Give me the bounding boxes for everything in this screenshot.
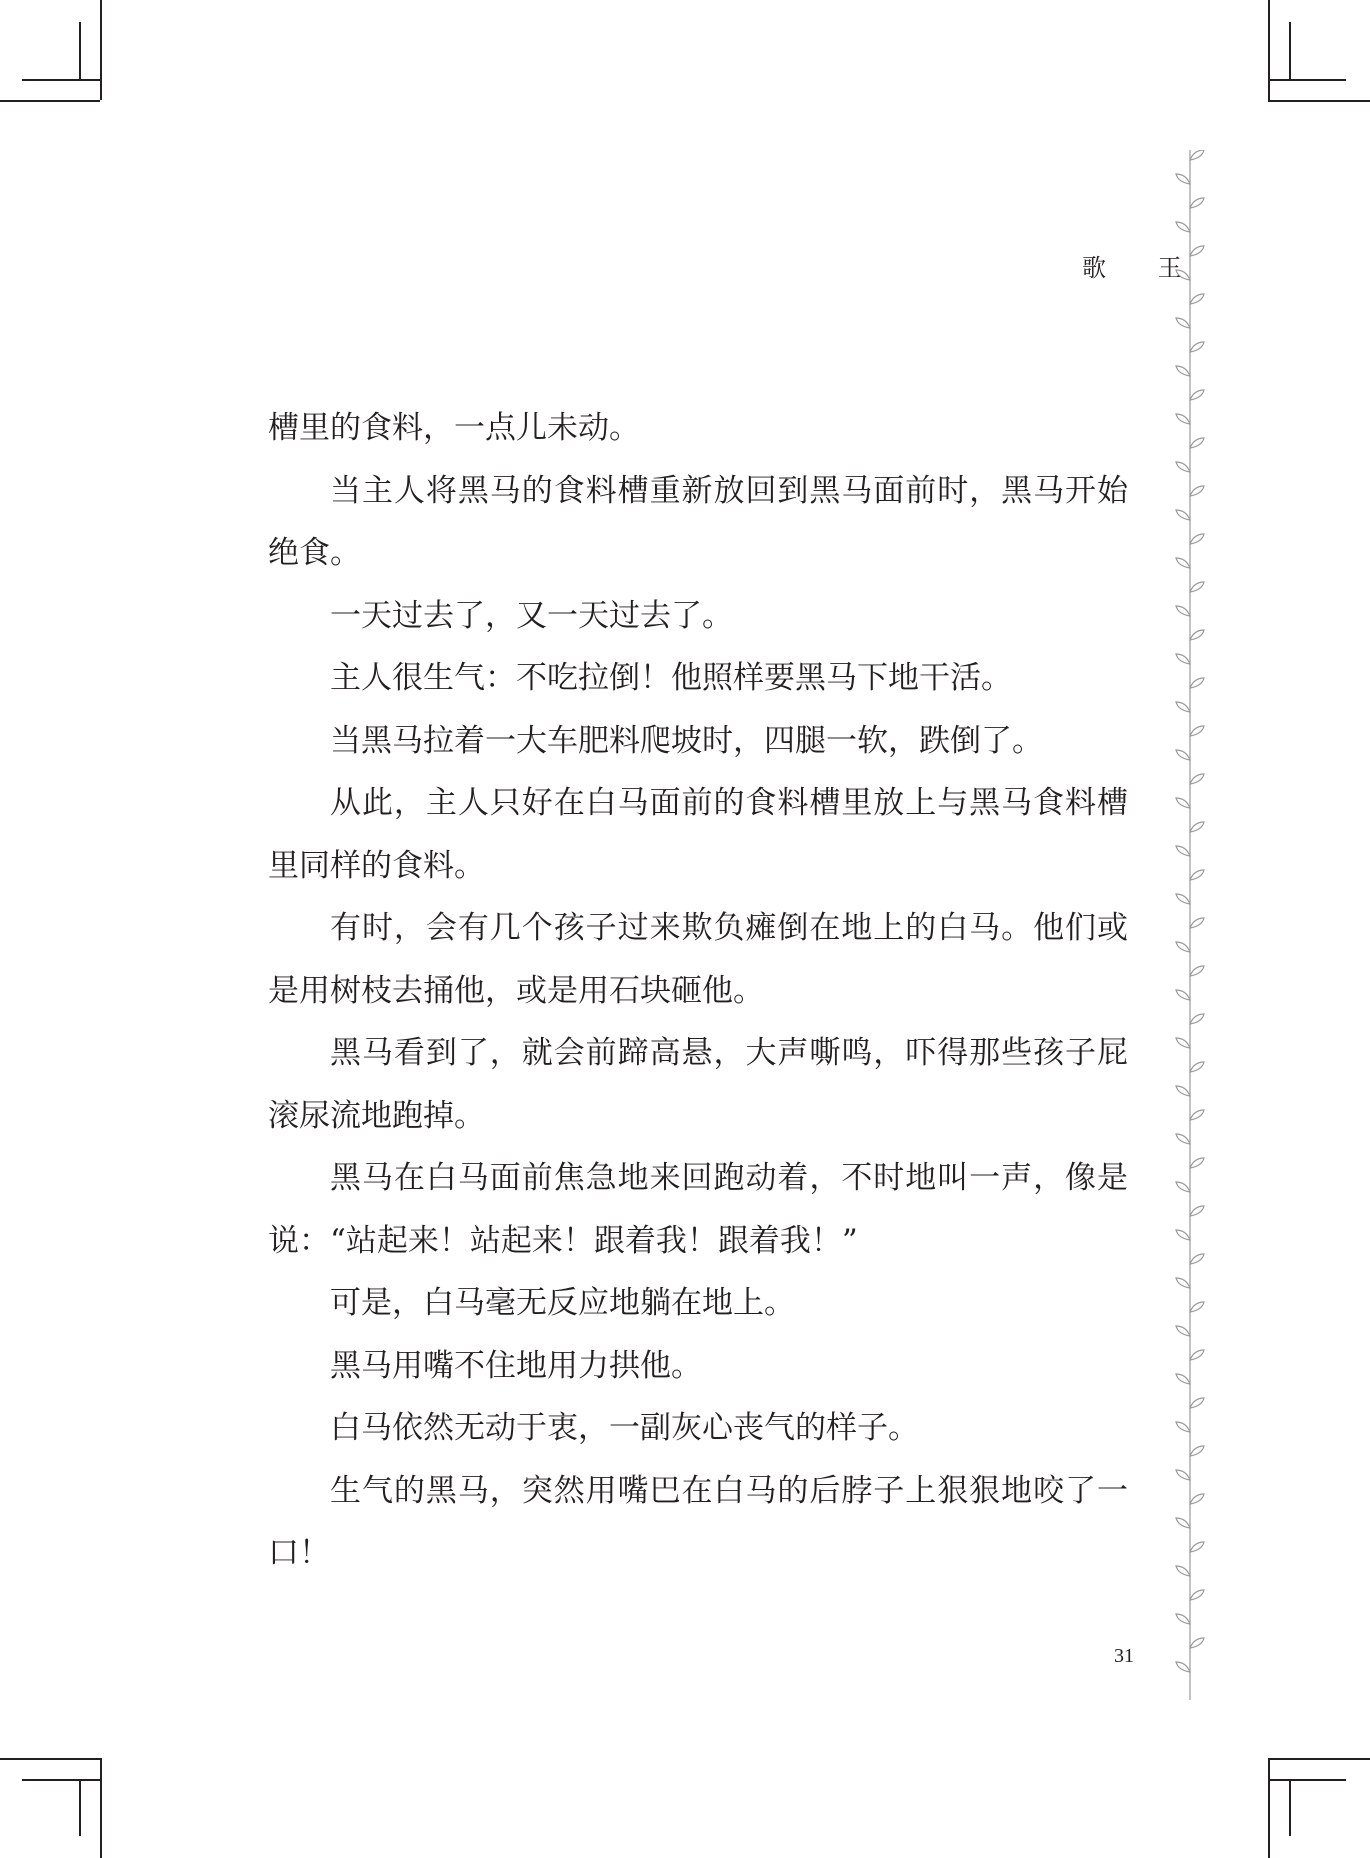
vine-leaf (1176, 270, 1190, 280)
crop-mark-bottom-right-vertical (1268, 1758, 1270, 1858)
vine-leaf (1190, 870, 1204, 880)
vine-leaf (1176, 1230, 1190, 1240)
vine-leaf (1176, 318, 1190, 328)
vine-leaf (1190, 966, 1204, 976)
vine-leaf (1176, 1422, 1190, 1432)
paragraph: 从此，主人只好在白马面前的食料槽里放上与黑马食料槽里同样的食料。 (268, 785, 1128, 884)
crop-mark-top-left-vertical (100, 0, 102, 100)
paragraph: 主人很生气：不吃拉倒！他照样要黑马下地干活。 (330, 660, 1012, 696)
vine-leaf (1190, 726, 1204, 736)
vine-leaf (1190, 246, 1204, 256)
paragraph: 一天过去了，又一天过去了。 (330, 597, 733, 634)
vine-leaf (1176, 654, 1190, 664)
vine-leaf (1190, 1110, 1204, 1120)
leaf-vine-icon (1170, 150, 1210, 1700)
vine-leaf (1190, 1014, 1204, 1024)
vine-leaf (1176, 510, 1190, 520)
vine-leaf (1176, 990, 1190, 1000)
vine-leaf (1190, 534, 1204, 544)
paragraph: 有时，会有几个孩子过来欺负瘫倒在地上的白马。他们或是用树枝去捅他，或是用石块砸他。 (268, 910, 1128, 1009)
vine-leaf (1176, 558, 1190, 568)
paragraph: 黑马用嘴不住地用力拱他。 (330, 1347, 702, 1384)
vine-leaf (1176, 1470, 1190, 1480)
vine-leaf (1190, 150, 1204, 160)
vine-leaf (1176, 1662, 1190, 1672)
paragraph: 黑马看到了，就会前蹄高悬，大声嘶鸣，吓得那些孩子屁滚尿流地跑掉。 (268, 1035, 1128, 1134)
vine-leaf (1176, 1614, 1190, 1624)
vine-leaf (1190, 1494, 1204, 1504)
paragraph: 槽里的食料，一点儿未动。 (268, 410, 640, 446)
vine-leaf (1190, 822, 1204, 832)
vine-leaf (1176, 1278, 1190, 1288)
paragraph: 生气的黑马，突然用嘴巴在白马的后脖子上狠狠地咬了一口！ (268, 1472, 1128, 1571)
vine-leaf (1190, 342, 1204, 352)
crop-mark-top-left-horizontal (0, 100, 100, 102)
paragraph: 当主人将黑马的食料槽重新放回到黑马面前时，黑马开始绝食。 (268, 472, 1128, 571)
paragraph: 白马依然无动于衷，一副灰心丧气的样子。 (330, 1410, 919, 1446)
crop-mark-bottom-left-vertical (100, 1758, 102, 1858)
vine-leaf (1176, 606, 1190, 616)
vine-leaf (1190, 1158, 1204, 1168)
vine-leaf (1176, 366, 1190, 376)
vine-leaf (1190, 1590, 1204, 1600)
paragraph: 当黑马拉着一大车肥料爬坡时，四腿一软，跌倒了。 (330, 722, 1043, 759)
vine-leaf (1176, 702, 1190, 712)
vine-leaf (1190, 1254, 1204, 1264)
vine-leaf (1190, 1350, 1204, 1360)
vine-leaf (1190, 918, 1204, 928)
vine-leaf (1176, 462, 1190, 472)
crop-mark-top-right-horizontal (1268, 100, 1370, 102)
vine-leaf (1176, 1134, 1190, 1144)
vine-leaf (1176, 750, 1190, 760)
vine-leaf (1190, 774, 1204, 784)
vine-leaf (1176, 942, 1190, 952)
crop-mark-top-right-vertical (1268, 0, 1270, 100)
paragraph: 可是，白马毫无反应地躺在地上。 (330, 1285, 795, 1321)
vine-leaf (1190, 1638, 1204, 1648)
crop-mark-bottom-right-inner-horizontal (1268, 1779, 1346, 1781)
vine-leaf (1190, 1398, 1204, 1408)
vine-leaf (1176, 1182, 1190, 1192)
vine-leaf (1190, 1206, 1204, 1216)
vine-leaf (1190, 1542, 1204, 1552)
vine-leaf (1176, 222, 1190, 232)
crop-mark-top-right-inner-horizontal (1268, 79, 1346, 81)
crop-mark-top-left-inner-vertical (79, 22, 81, 79)
vine-leaf (1176, 1374, 1190, 1384)
body-text (268, 397, 1128, 1585)
crop-mark-bottom-left-horizontal (0, 1758, 100, 1760)
running-header-title: 歌 王 (1082, 254, 1204, 282)
crop-mark-bottom-right-horizontal (1268, 1758, 1370, 1760)
vine-leaf (1176, 174, 1190, 184)
crop-mark-bottom-right-inner-vertical (1289, 1779, 1291, 1836)
crop-mark-bottom-left-inner-horizontal (22, 1779, 100, 1781)
vine-leaf (1190, 438, 1204, 448)
vine-leaf (1190, 1302, 1204, 1312)
vine-leaf (1176, 1566, 1190, 1576)
vine-leaf (1176, 1038, 1190, 1048)
page-number: 31 (1114, 1645, 1134, 1667)
vine-leaf (1176, 1086, 1190, 1096)
vine-leaf (1190, 486, 1204, 496)
vine-leaf (1190, 1446, 1204, 1456)
crop-mark-bottom-left-inner-vertical (79, 1779, 81, 1836)
vine-leaf (1190, 198, 1204, 208)
vine-leaf (1190, 390, 1204, 400)
crop-mark-top-left-inner-horizontal (22, 79, 100, 81)
vine-leaf (1190, 294, 1204, 304)
paragraph: 黑马在白马面前焦急地来回跑动着，不时地叫一声，像是说：“站起来！站起来！跟着我！跟着我！” (268, 1160, 1128, 1259)
vine-leaf (1176, 414, 1190, 424)
vine-leaf (1190, 630, 1204, 640)
vine-leaf (1176, 1326, 1190, 1336)
crop-mark-top-right-inner-vertical (1289, 22, 1291, 79)
vine-leaf (1176, 846, 1190, 856)
vine-leaf (1176, 894, 1190, 904)
vine-leaf (1190, 678, 1204, 688)
vine-leaf (1190, 582, 1204, 592)
vine-leaf (1190, 1062, 1204, 1072)
vine-leaf (1176, 798, 1190, 808)
vine-leaf (1176, 1518, 1190, 1528)
